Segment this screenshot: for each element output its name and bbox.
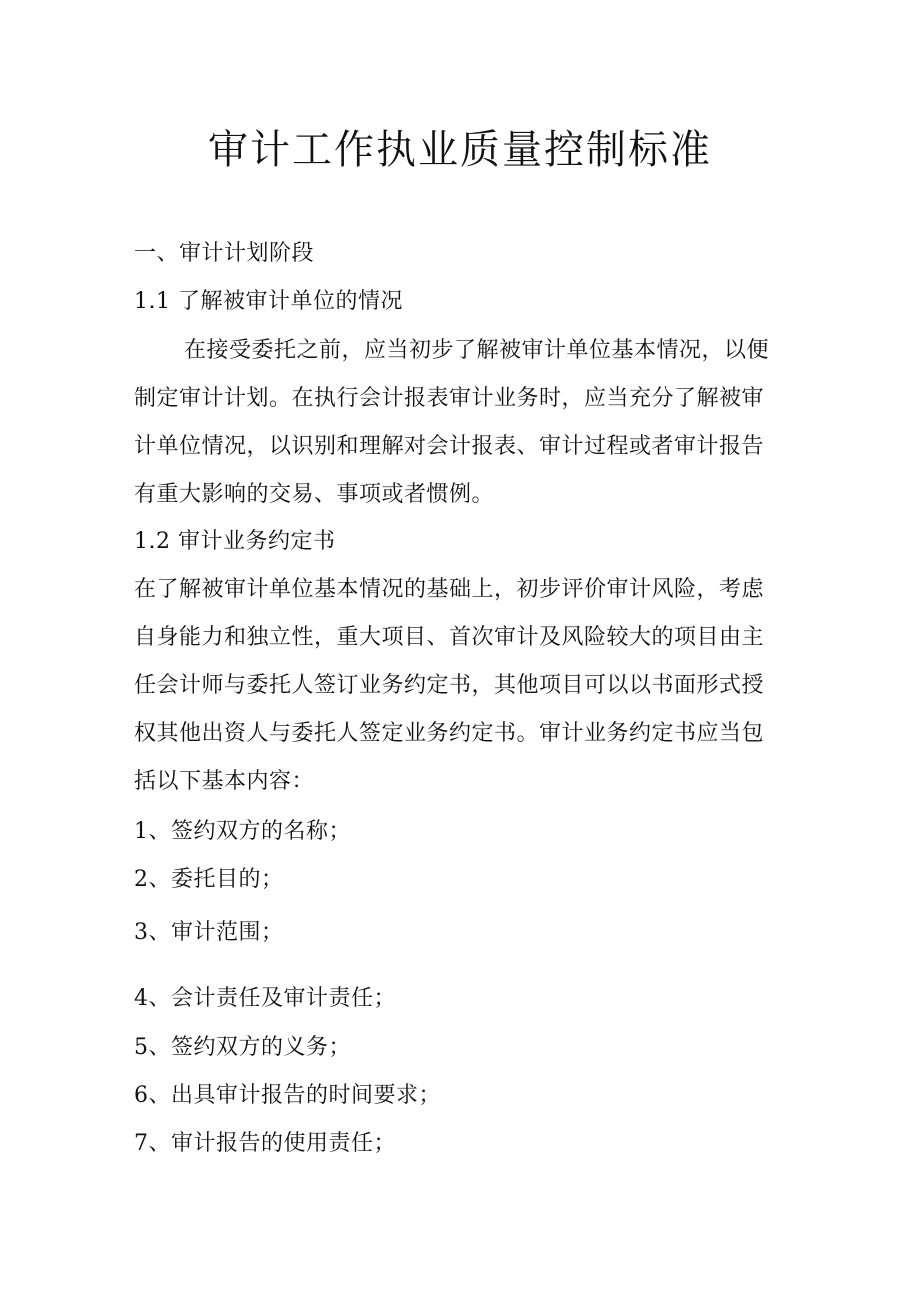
section-heading: 一、审计计划阶段 (134, 241, 315, 266)
paragraph-line: 计单位情况，以识别和理解对会计报表、审计过程或者审计报告 (134, 434, 765, 459)
list-item: 3、审计范围； (134, 920, 284, 945)
document-title: 审计工作执业质量控制标准 (208, 127, 712, 173)
list-item: 7、审计报告的使用责任； (134, 1131, 396, 1156)
paragraph-line: 制定审计计划。在执行会计报表审计业务时，应当充分了解被审 (134, 386, 765, 411)
list-item: 4、会计责任及审计责任； (134, 986, 396, 1011)
list-item: 1、签约双方的名称； (134, 819, 351, 844)
paragraph-line: 括以下基本内容： (134, 769, 315, 794)
list-item: 5、签约双方的义务； (134, 1035, 351, 1060)
paragraph-line: 有重大影响的交易、事项或者惯例。 (134, 482, 495, 507)
list-item: 6、出具审计报告的时间要求； (134, 1083, 441, 1108)
paragraph-line: 在接受委托之前，应当初步了解被审计单位基本情况，以便 (184, 338, 770, 363)
list-item: 2、委托目的； (134, 867, 284, 892)
paragraph-line: 在了解被审计单位基本情况的基础上，初步评价审计风险，考虑 (134, 577, 765, 602)
paragraph-line: 任会计师与委托人签订业务约定书，其他项目可以以书面形式授 (134, 673, 765, 698)
subsection-heading: 1.2 审计业务约定书 (134, 529, 336, 554)
subsection-heading: 1.1 了解被审计单位的情况 (134, 289, 403, 314)
paragraph-line: 权其他出资人与委托人签定业务约定书。审计业务约定书应当包 (134, 721, 765, 746)
paragraph-line: 自身能力和独立性，重大项目、首次审计及风险较大的项目由主 (134, 625, 765, 650)
